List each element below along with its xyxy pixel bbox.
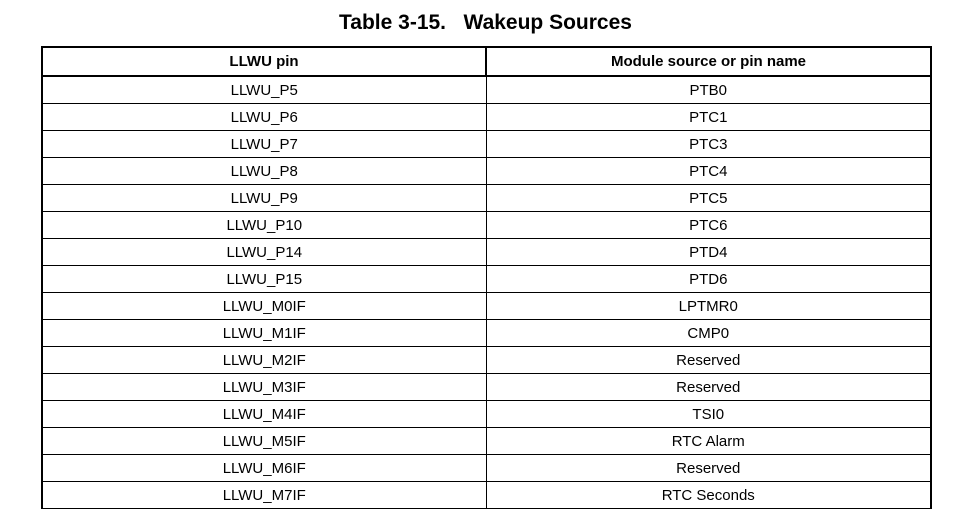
module-source-cell: CMP0 bbox=[486, 320, 931, 347]
llwu-pin-cell: LLWU_P15 bbox=[42, 266, 486, 293]
table-row bbox=[42, 482, 931, 509]
module-source-cell: Reserved bbox=[486, 347, 931, 374]
module-source-cell: RTC Seconds bbox=[486, 482, 931, 509]
llwu-pin-cell: LLWU_M5IF bbox=[42, 428, 486, 455]
llwu-pin-cell: LLWU_M4IF bbox=[42, 401, 486, 428]
llwu-pin-cell: LLWU_P6 bbox=[42, 104, 486, 131]
llwu-pin-cell: LLWU_P14 bbox=[42, 239, 486, 266]
table-row bbox=[42, 131, 931, 158]
column-header-llwu-pin: LLWU pin bbox=[42, 47, 486, 76]
module-source-cell: PTC1 bbox=[486, 104, 931, 131]
table-row bbox=[42, 320, 931, 347]
module-source-cell: Reserved bbox=[486, 374, 931, 401]
table-row bbox=[42, 401, 931, 428]
module-source-cell: PTD4 bbox=[486, 239, 931, 266]
llwu-pin-cell: LLWU_P7 bbox=[42, 131, 486, 158]
llwu-pin-cell: LLWU_P5 bbox=[42, 76, 486, 104]
column-header-module-source: Module source or pin name bbox=[486, 47, 931, 76]
module-source-cell: PTD6 bbox=[486, 266, 931, 293]
llwu-pin-cell: LLWU_M6IF bbox=[42, 455, 486, 482]
module-source-cell: TSI0 bbox=[486, 401, 931, 428]
table-row bbox=[42, 239, 931, 266]
table-row bbox=[42, 104, 931, 131]
module-source-cell: PTB0 bbox=[486, 76, 931, 104]
wakeup-sources-table bbox=[41, 46, 932, 509]
module-source-cell: PTC5 bbox=[486, 185, 931, 212]
llwu-pin-cell: LLWU_M3IF bbox=[42, 374, 486, 401]
table-title: Table 3-15. Wakeup Sources bbox=[339, 11, 632, 34]
table-row bbox=[42, 347, 931, 374]
module-source-cell: LPTMR0 bbox=[486, 293, 931, 320]
module-source-cell: RTC Alarm bbox=[486, 428, 931, 455]
module-source-cell: PTC3 bbox=[486, 131, 931, 158]
module-source-cell: Reserved bbox=[486, 455, 931, 482]
llwu-pin-cell: LLWU_M0IF bbox=[42, 293, 486, 320]
llwu-pin-cell: LLWU_M7IF bbox=[42, 482, 486, 509]
table-header-row bbox=[42, 47, 931, 76]
table-row bbox=[42, 455, 931, 482]
llwu-pin-cell: LLWU_P9 bbox=[42, 185, 486, 212]
table-row bbox=[42, 185, 931, 212]
llwu-pin-cell: LLWU_M2IF bbox=[42, 347, 486, 374]
table-row bbox=[42, 293, 931, 320]
table-row bbox=[42, 374, 931, 401]
llwu-pin-cell: LLWU_M1IF bbox=[42, 320, 486, 347]
module-source-cell: PTC4 bbox=[486, 158, 931, 185]
llwu-pin-cell: LLWU_P10 bbox=[42, 212, 486, 239]
llwu-pin-cell: LLWU_P8 bbox=[42, 158, 486, 185]
table-row bbox=[42, 158, 931, 185]
table-row bbox=[42, 266, 931, 293]
table-row bbox=[42, 76, 931, 104]
table-row bbox=[42, 212, 931, 239]
module-source-cell: PTC6 bbox=[486, 212, 931, 239]
table-row bbox=[42, 428, 931, 455]
